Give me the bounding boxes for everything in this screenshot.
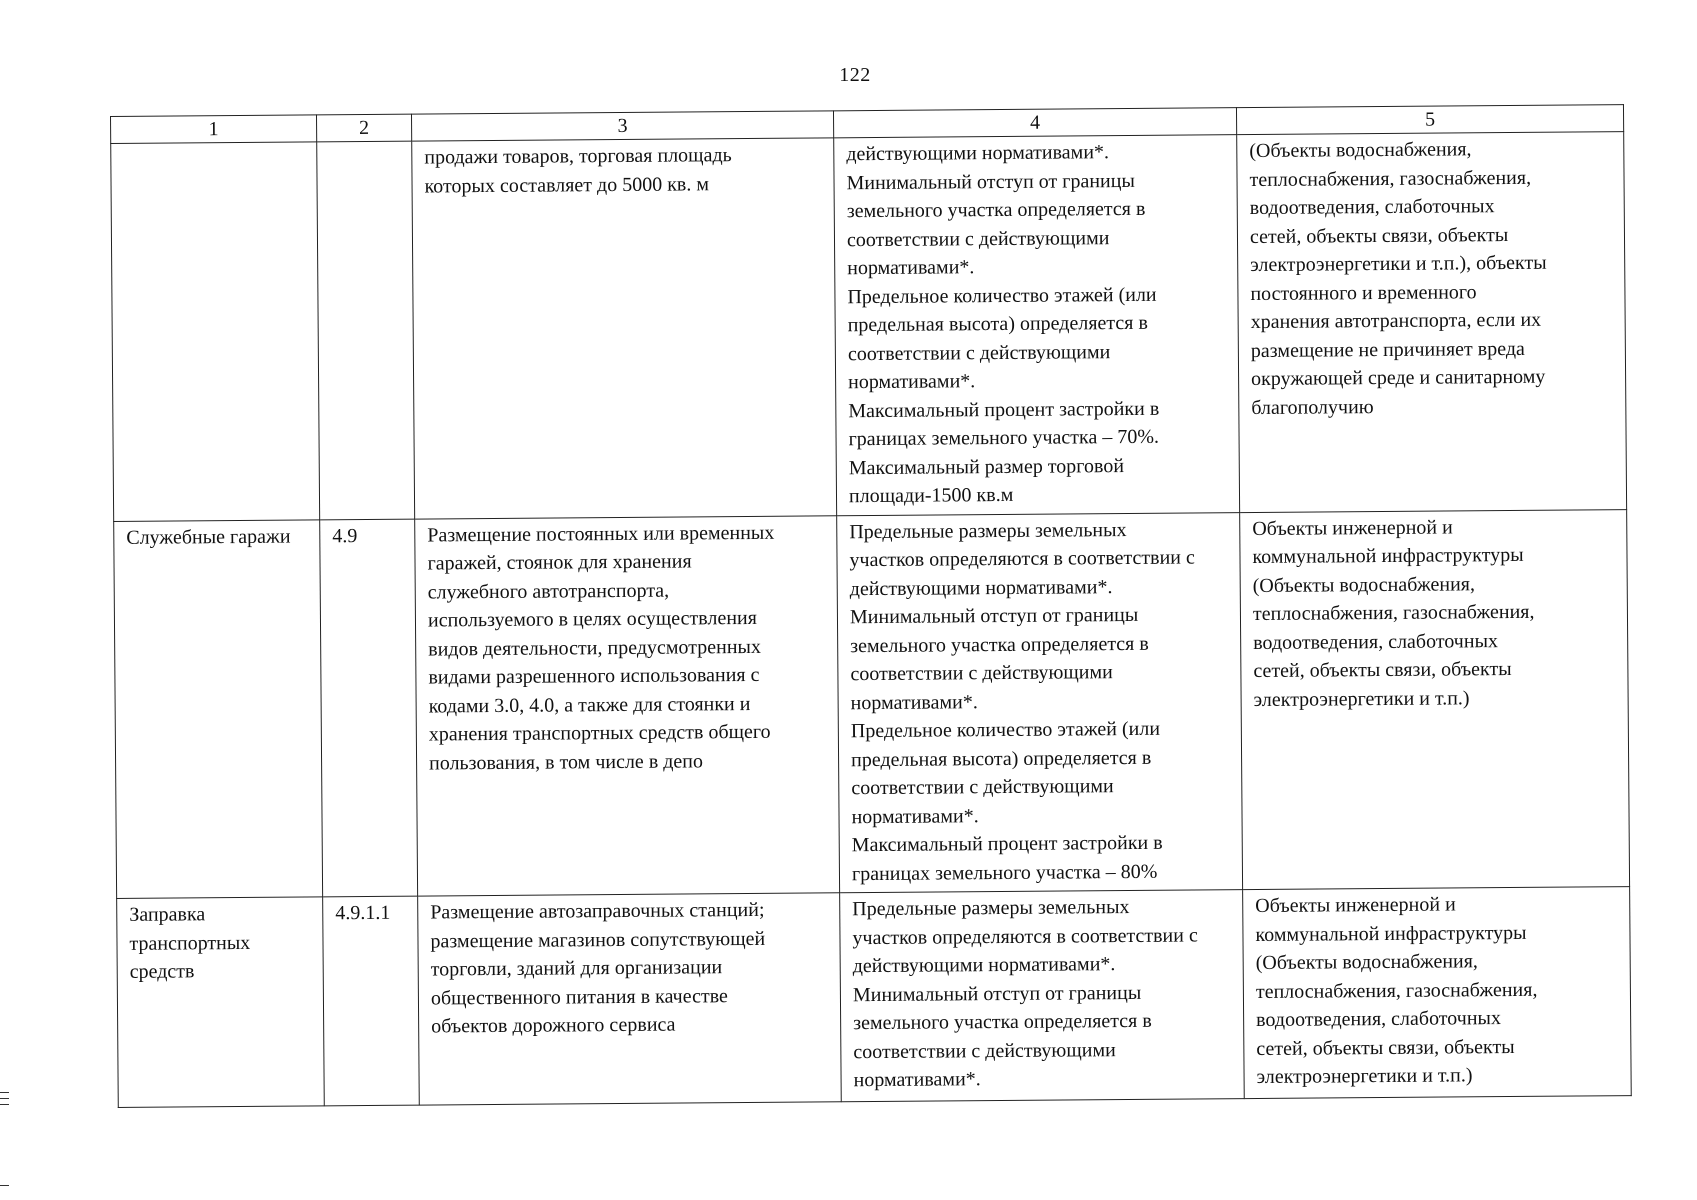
column-header-4: 4 (833, 108, 1236, 138)
scan-edge-mark (0, 1098, 9, 1099)
use-code-cell (317, 141, 415, 519)
auxiliary-uses-cell: Объекты инженерной и коммунальной инфраструктуры (Объекты водоснабжения, теплоснабжения, газоснабжения, водоотведения, слаботочных сетей, объекты связи, объекты электроэнергетики и т.п.) (1243, 887, 1632, 1099)
column-header-2: 2 (316, 114, 411, 142)
column-header-1: 1 (111, 115, 317, 144)
scan-edge-mark (0, 1092, 9, 1093)
use-code-cell: 4.9.1.1 (323, 896, 420, 1106)
column-header-5: 5 (1236, 105, 1623, 135)
scan-edge-mark (0, 1104, 9, 1105)
auxiliary-uses-cell: Объекты инженерной и коммунальной инфраструктуры (Объекты водоснабжения, теплоснабжения, газоснабжения, водоотведения, слаботочных сетей, объекты связи, объекты электроэнергетики и т.п.) (1240, 509, 1630, 890)
use-name-cell (111, 142, 320, 521)
use-name-cell: Служебные гаражи (114, 519, 323, 898)
parameters-cell: Предельные размеры земельных участков определяются в соответствии с действующими нормативами*. Минимальный отступ от границы земельного участка определяется в соответствии с действующими нормативами*. (840, 890, 1245, 1102)
page-number: 122 (839, 64, 871, 86)
table-row (111, 132, 1627, 521)
use-name-cell: Заправка транспортных средств (117, 897, 325, 1108)
use-code-cell: 4.9 (320, 519, 418, 897)
auxiliary-uses-cell: (Объекты водоснабжения, теплоснабжения, газоснабжения, водоотведения, слаботочных сетей, объекты связи, объекты электроэнергетики и т.п.), объекты постоянного и временного хранения автотранспорта, если их размещение не причиняет вреда окружающей среде и санитарному благополучию (1237, 132, 1627, 513)
table-row (117, 887, 1632, 1108)
zoning-table (110, 104, 1632, 1108)
use-description-cell: Размещение постоянных или временных гаражей, стоянок для хранения служебного автотранспорта, используемого в целях осуществления видов деятельности, предусмотренных видами разрешенного использования с кодами 3.0, 4.0, а также для стоянки и хранения транспортных средств общего пользования, в том числе в депо (415, 515, 840, 896)
column-header-3: 3 (411, 111, 833, 141)
use-description-cell: Размещение автозаправочных станций; размещение магазинов сопутствующей торговли, зданий для организации общественного питания в качестве объектов дорожного сервиса (418, 893, 842, 1105)
parameters-cell: Предельные размеры земельных участков определяются в соответствии с действующими нормативами*. Минимальный отступ от границы земельного участка определяется в соответствии с действующими нормативами*. Предельное количество этажей (или предельная высота) определяется в соответствии с действующими нормативами*. Максимальный процент застройки в границах земельного участка – 80% (837, 512, 1243, 893)
scan-edge-mark (0, 1185, 9, 1186)
use-description-cell: продажи товаров, торговая площадь которых составляет до 5000 кв. м (412, 138, 837, 519)
parameters-cell: действующими нормативами*. Минимальный отступ от границы земельного участка определяется в соответствии с действующими нормативами*. Предельное количество этажей (или предельная высота) определяется в соответствии с действующими нормативами*. Максимальный процент застройки в границах земельного участка – 70%. Максимальный размер торговой площади-1500 кв.м (834, 135, 1240, 516)
table-row (114, 509, 1630, 898)
